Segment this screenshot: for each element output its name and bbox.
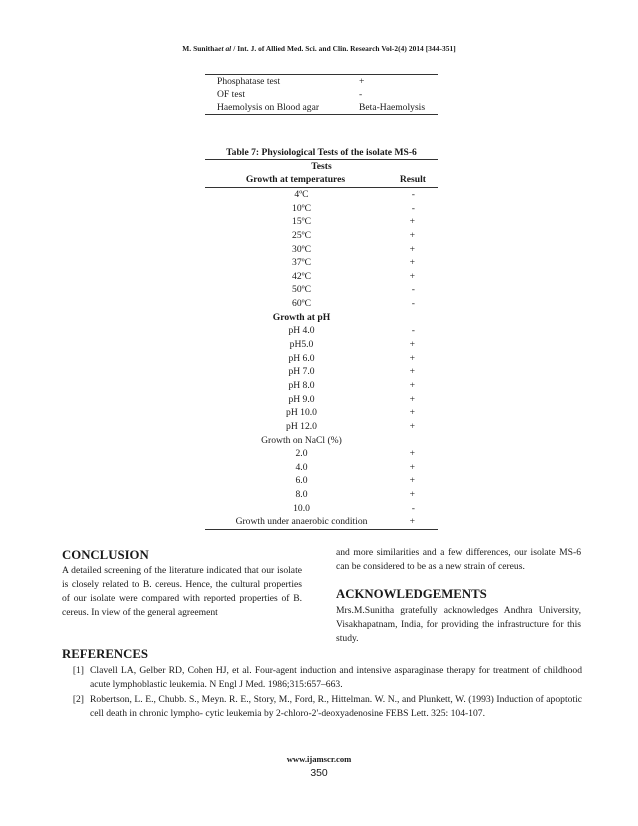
test-result: +	[409, 257, 415, 269]
header-authors: M. Sunitha	[182, 44, 219, 53]
test-result: +	[409, 352, 415, 364]
test-result: -	[411, 284, 415, 296]
test-condition: pH 9.0	[288, 393, 315, 405]
table-row	[205, 420, 438, 434]
table7-body	[205, 188, 438, 530]
footer-url: www.ijamscr.com	[286, 754, 352, 764]
header-growth: Growth at temperatures	[245, 174, 346, 185]
table-row	[205, 406, 438, 420]
table-row	[205, 229, 438, 243]
test-result: +	[409, 516, 415, 528]
table7-header	[205, 159, 438, 188]
table-row	[205, 283, 438, 297]
test-result: -	[411, 202, 415, 214]
test-result: +	[409, 407, 415, 419]
table7	[205, 159, 438, 530]
conclusion-text: A detailed screening of the literature indicated that our isolate is closely related to B. cereus. Hence, the cultural properties of our isolate were compared with reported properties of B. cereus. In view of the general agreement	[62, 565, 302, 618]
test-result: +	[409, 216, 415, 228]
header-journal: / Int. J. of Allied Med. Sci. and Clin. Research Vol-2(4) 2014 [344-351]	[231, 44, 456, 53]
table-row	[205, 434, 438, 448]
test-condition: 42ºC	[292, 270, 311, 282]
reference-text: Robertson, L. E., Chubb. S., Meyn. R. E., Story, M., Ford, R., Hittelman. W. N., and Plunkett, W. (1993) Induction of apoptotic cell death in chronic lympho- cytic leukemia by 2-chloro-2'-deoxyadenosine FEBS Lett. 325: 104-107.	[90, 694, 582, 719]
test-result: +	[409, 229, 415, 241]
conclusion-continued: and more similarities and a few differences, our isolate MS-6 can be considered to be as a new strain of cereus.	[336, 547, 581, 572]
table-row	[205, 379, 438, 393]
table-row	[205, 202, 438, 216]
test-result: -	[411, 502, 415, 514]
test-result: +	[409, 339, 415, 351]
test-condition: 4ºC	[294, 189, 309, 200]
reference-number: [1]	[72, 665, 84, 676]
table-row	[205, 447, 438, 461]
page-number: 350	[310, 768, 328, 779]
test-condition: Growth at pH	[272, 311, 331, 323]
test-result: -	[359, 89, 363, 100]
reference-number: [2]	[72, 694, 84, 705]
table-row	[205, 297, 438, 311]
header-tests: Tests	[311, 161, 332, 172]
test-result	[398, 311, 438, 325]
table-row	[205, 461, 438, 475]
test-condition: 8.0	[295, 489, 308, 501]
test-result: +	[409, 270, 415, 282]
test-result: +	[409, 489, 415, 501]
test-result: +	[409, 393, 415, 405]
test-name: Phosphatase test	[217, 76, 281, 87]
test-condition: pH 12.0	[286, 420, 317, 432]
test-result: -	[411, 298, 415, 310]
references-heading: REFERENCES	[62, 647, 149, 661]
test-condition: pH 8.0	[288, 379, 315, 391]
table-row	[205, 488, 438, 502]
table-row	[205, 324, 438, 338]
test-condition: 50ºC	[292, 284, 311, 296]
references-list	[62, 664, 582, 722]
table-row	[205, 352, 438, 366]
test-result: -	[411, 325, 415, 337]
table-row	[205, 338, 438, 352]
reference-item	[62, 693, 582, 721]
test-condition: 15ºC	[292, 216, 311, 228]
table-row	[205, 515, 438, 529]
test-name: Haemolysis on Blood agar	[217, 102, 320, 113]
test-condition: 25ºC	[292, 229, 311, 241]
table-row	[205, 502, 438, 516]
test-result: +	[409, 461, 415, 473]
table-row	[205, 88, 438, 101]
test-condition: Growth under anaerobic condition	[235, 516, 368, 528]
table-row	[205, 101, 438, 114]
header-result: Result	[399, 174, 426, 185]
test-result	[398, 434, 438, 448]
table-row	[205, 243, 438, 257]
table-row	[205, 393, 438, 407]
test-condition: pH 6.0	[288, 352, 315, 364]
test-condition: 37ºC	[292, 257, 311, 269]
test-condition: 60ºC	[292, 298, 311, 310]
reference-text: Clavell LA, Gelber RD, Cohen HJ, et al. Four-agent induction and intensive asparaginase therapy for treatment of childhood acute lymphoblastic leukemia. N Engl J Med. 1986;315:657–663.	[90, 665, 582, 690]
test-condition: 10.0	[293, 502, 310, 514]
header-row	[205, 173, 438, 187]
test-condition: 30ºC	[292, 243, 311, 255]
test-condition: pH5.0	[289, 339, 314, 351]
acknowledgements-heading: ACKNOWLEDGEMENTS	[336, 587, 487, 601]
test-condition: pH 10.0	[286, 407, 317, 419]
test-result: -	[411, 189, 415, 200]
test-result: +	[409, 448, 415, 460]
table-row	[205, 215, 438, 229]
test-result: +	[409, 379, 415, 391]
test-condition: 2.0	[295, 448, 308, 460]
test-result: Beta-Haemolysis	[359, 102, 426, 113]
test-result: +	[409, 366, 415, 378]
test-condition: pH 4.0	[288, 325, 315, 337]
table-row	[205, 270, 438, 284]
acknowledgements-text: Mrs.M.Sunitha gratefully acknowledges Andhra University, Visakhapatnam, India, for providing the infrastructure for this study.	[336, 605, 581, 644]
running-header	[0, 44, 638, 53]
table-row	[205, 474, 438, 488]
table-row	[205, 256, 438, 270]
table-row	[205, 365, 438, 379]
test-result: +	[359, 76, 365, 87]
test-result: +	[409, 475, 415, 487]
test-condition: 4.0	[295, 461, 308, 473]
test-condition: Growth on NaCl (%)	[261, 434, 342, 446]
top-table	[205, 74, 438, 115]
test-condition: 10ºC	[292, 202, 311, 214]
table7-caption: Table 7: Physiological Tests of the isolate MS-6	[226, 147, 417, 158]
reference-item	[62, 664, 582, 692]
test-condition: 6.0	[295, 475, 308, 487]
conclusion-heading: CONCLUSION	[62, 548, 149, 562]
test-result: +	[409, 420, 415, 432]
table-row	[205, 75, 438, 88]
test-condition: pH 7.0	[288, 366, 315, 378]
header-etal: et al	[218, 44, 232, 53]
table-row	[205, 311, 438, 325]
table-row	[205, 188, 438, 202]
test-result: +	[409, 243, 415, 255]
test-name: OF test	[217, 89, 245, 100]
